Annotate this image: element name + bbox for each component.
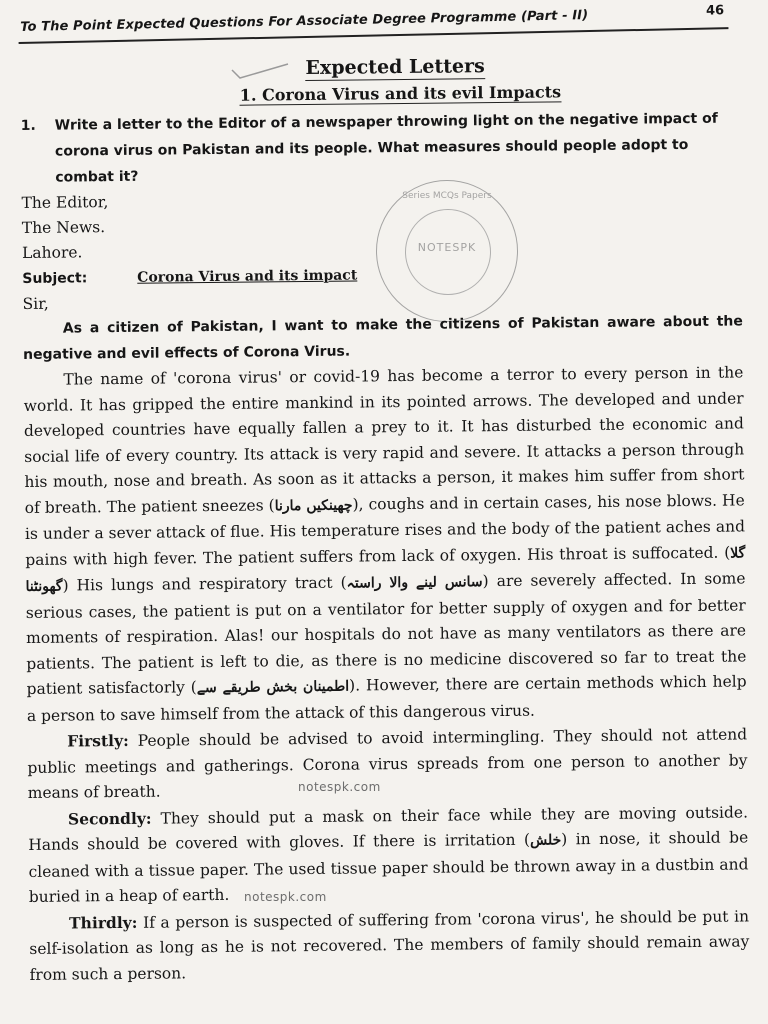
address-line: The News.	[21, 218, 106, 237]
salutation: Sir,	[22, 294, 49, 313]
stamp-ring-text: Series MCQs Papers	[402, 191, 492, 201]
page-number: 46	[705, 3, 725, 19]
address-block	[21, 183, 742, 266]
firstly-paragraph: Firstly: People should be advised to avoid intermingling. They should not attend public meetings and gatherings. Corona virus spreads from one person to another by means of breath.	[27, 725, 748, 802]
letter-topic-title: 1. Corona Virus and its evil Impacts	[239, 82, 562, 105]
secondly-paragraph: Secondly: They should put a mask on their face while they are moving outside. Hands should be covered with gloves. If there is irritation (خلش) in nose, it should be cleaned with a tissue paper. The used tissue paper should be thrown away in a dustbin and buried in a heap of earth.	[28, 802, 749, 906]
book-title: To The Point Expected Questions For Associate Degree Programme (Part - II)	[20, 8, 589, 35]
question-number: 1.	[20, 117, 36, 134]
thirdly-paragraph: Thirdly: If a person is suspected of suffering from 'corona virus', he should be put in self-isolation as long as he is not recovered. The members of family should remain away from such a person.	[29, 906, 750, 984]
thirdly-label: Thirdly:	[68, 912, 138, 933]
watermark: notespk.com	[298, 780, 381, 794]
page-content	[20, 48, 750, 987]
page-header	[18, 0, 728, 44]
address-line: Lahore.	[21, 243, 83, 262]
urdu-gloss: گلا گھونٹنا	[25, 544, 746, 595]
stamp-center-text: NOTESPK	[417, 241, 477, 254]
question	[21, 105, 742, 191]
intro-paragraph: As a citizen of Pakistan, I want to make the citizens of Pakistan aware about the negative and evil effects of Corona Virus.	[23, 313, 743, 363]
section-title: Expected Letters	[305, 55, 485, 80]
urdu-gloss: چھینکیں مارنا	[274, 497, 353, 514]
body-paragraph: The name of 'corona virus' or covid-19 has become a terror to every person in the world. It has gripped the entire mankind in its pointed arrows. The developed and under developed countries have equally fallen a prey to it. It has disturbed the economic and social life of every country. Its attack is very rapid and severe. It attacks a person through his mouth, nose and breath. As soon as it attacks a person, it makes him suffer from short of breath. The patient sneezes (چھینکیں مارنا), coughs and in certain cases, his nose blows. He is under a sever attack of flue. His temperature rises and the body of the patient aches and pains with high fever. The patient suffers from lack of oxygen. His throat is suffocated. (گلا گھونٹنا) His lungs and respiratory tract (سانس لینے والا راستہ) are severely affected. In some serious cases, the patient is put on a ventilator for better supply of oxygen and for better moments of respiration. Alas! our hospitals do not have as many ventilators as there are patients. The patient is left to die, as there is no medicine discovered so far to treat the patient satisfactorly (اطمینان بخش طریقے سے). However, there are certain methods which help a person to save himself from the attack of this dangerous virus.	[23, 363, 747, 725]
subject-text: Corona Virus and its impact	[137, 267, 358, 286]
secondly-label: Secondly:	[67, 808, 152, 829]
firstly-label: Firstly:	[67, 730, 129, 751]
urdu-gloss: خلش	[529, 832, 562, 849]
subject-label: Subject:	[22, 270, 88, 287]
urdu-gloss: اطمینان بخش طریقے سے	[196, 678, 350, 697]
address-line: The Editor,	[21, 193, 109, 212]
urdu-gloss: سانس لینے والا راستہ	[346, 574, 483, 592]
question-text: Write a letter to the Editor of a newspaper throwing light on the negative impact of corona virus on Pakistan and its people. What measures should people adopt to combat it?	[54, 110, 718, 186]
watermark: notespk.com	[244, 890, 327, 904]
